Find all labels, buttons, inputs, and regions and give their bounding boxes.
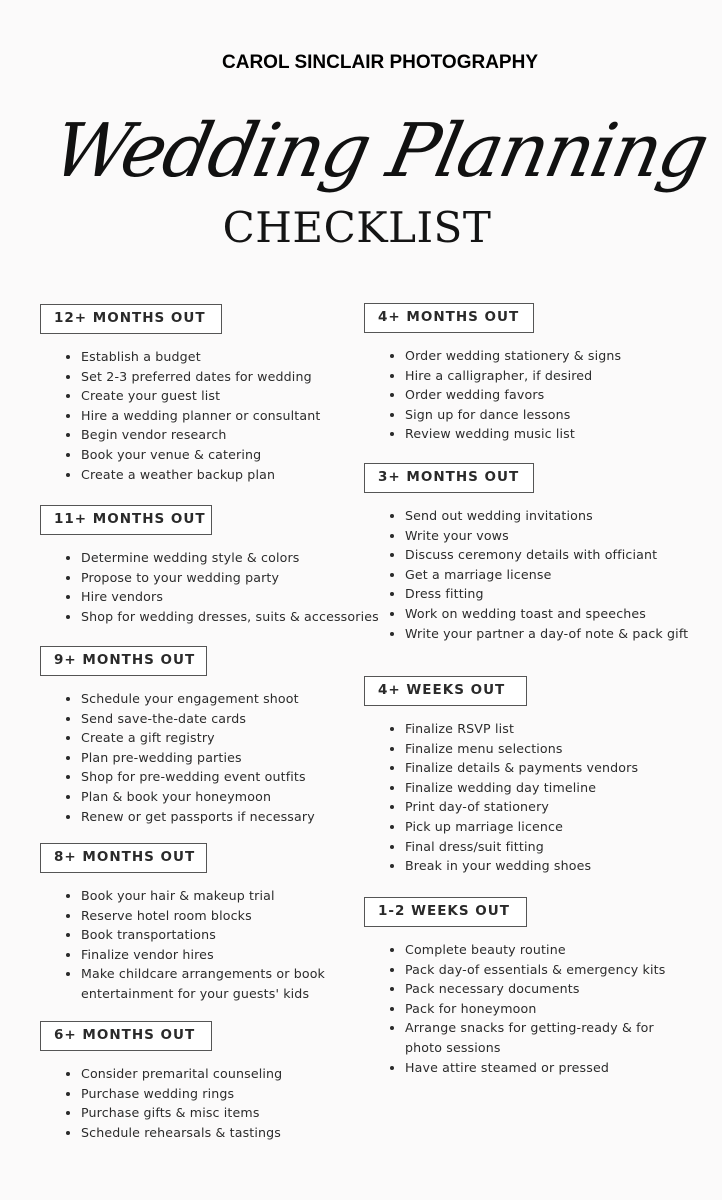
- section-list: [40, 689, 315, 826]
- section-list: [364, 940, 665, 1077]
- list-item: Consider premarital counseling: [64, 1064, 282, 1084]
- script-title-text: Wedding Planning: [45, 107, 715, 194]
- list-item: Begin vendor research: [64, 425, 320, 445]
- list-item: Create your guest list: [64, 386, 320, 406]
- list-item: Book your hair & makeup trial: [64, 886, 325, 906]
- list-item: Finalize details & payments vendors: [388, 758, 638, 778]
- list-item-continuation: [64, 984, 325, 1004]
- list-item: Make childcare arrangements or book: [64, 964, 325, 984]
- list-item: Determine wedding style & colors: [64, 548, 379, 568]
- list-item: Send save-the-date cards: [64, 709, 315, 729]
- list-item: Hire a calligrapher, if desired: [388, 366, 621, 386]
- section-list: [364, 719, 638, 876]
- list-item: Get a marriage license: [388, 565, 688, 585]
- list-item: Reserve hotel room blocks: [64, 906, 325, 926]
- section-6-months: [40, 1021, 282, 1142]
- section-list: [364, 506, 688, 643]
- list-item: Order wedding stationery & signs: [388, 346, 621, 366]
- section-9-months: [40, 646, 315, 826]
- section-4-weeks: [364, 676, 638, 876]
- list-item: Create a gift registry: [64, 728, 315, 748]
- list-item: Pick up marriage licence: [388, 817, 638, 837]
- list-item: Shop for pre-wedding event outfits: [64, 767, 315, 787]
- section-8-months: [40, 843, 325, 1004]
- list-item: Sign up for dance lessons: [388, 405, 621, 425]
- section-list: [40, 886, 325, 1004]
- list-item: Schedule your engagement shoot: [64, 689, 315, 709]
- list-item: Establish a budget: [64, 347, 320, 367]
- list-item: Book your venue & catering: [64, 445, 320, 465]
- list-item: Purchase wedding rings: [64, 1084, 282, 1104]
- list-item: Pack day-of essentials & emergency kits: [388, 960, 665, 980]
- checklist-title: CHECKLIST: [222, 203, 492, 252]
- list-item: Propose to your wedding party: [64, 568, 379, 588]
- list-item: Write your partner a day-of note & pack gift: [388, 624, 688, 644]
- section-11-months: [40, 505, 379, 626]
- section-heading: 3+ MONTHS OUT: [364, 463, 534, 493]
- section-12-months: [40, 304, 320, 484]
- section-heading: 12+ MONTHS OUT: [40, 304, 222, 334]
- section-heading: 9+ MONTHS OUT: [40, 646, 207, 676]
- list-item: Pack necessary documents: [388, 979, 665, 999]
- section-4-months: [364, 303, 621, 444]
- list-item: Finalize menu selections: [388, 739, 638, 759]
- brand-name: CAROL SINCLAIR PHOTOGRAPHY: [222, 52, 538, 73]
- section-list: [40, 1064, 282, 1142]
- continuation-text: photo sessions: [405, 1039, 501, 1055]
- list-item: Renew or get passports if necessary: [64, 807, 315, 827]
- section-list: [364, 346, 621, 444]
- list-item: Finalize RSVP list: [388, 719, 638, 739]
- list-item: Plan & book your honeymoon: [64, 787, 315, 807]
- section-list: [40, 347, 320, 484]
- section-1-2-weeks: [364, 897, 665, 1077]
- list-item: Complete beauty routine: [388, 940, 665, 960]
- list-item: Dress fitting: [388, 584, 688, 604]
- list-item: Schedule rehearsals & tastings: [64, 1123, 282, 1143]
- section-3-months: [364, 463, 688, 643]
- section-heading: 4+ MONTHS OUT: [364, 303, 534, 333]
- list-item: Break in your wedding shoes: [388, 856, 638, 876]
- list-item: Shop for wedding dresses, suits & accessories: [64, 607, 379, 627]
- list-item: Have attire steamed or pressed: [388, 1058, 665, 1078]
- list-item: Hire a wedding planner or consultant: [64, 406, 320, 426]
- script-title-art: [0, 98, 722, 208]
- list-item: Send out wedding invitations: [388, 506, 688, 526]
- section-heading: 1-2 WEEKS OUT: [364, 897, 527, 927]
- list-item: Final dress/suit fitting: [388, 837, 638, 857]
- list-item: Book transportations: [64, 925, 325, 945]
- list-item-continuation: [388, 1038, 665, 1058]
- continuation-text: entertainment for your guests' kids: [81, 985, 310, 1001]
- list-item: Plan pre-wedding parties: [64, 748, 315, 768]
- script-title: [0, 98, 722, 208]
- list-item: Arrange snacks for getting-ready & for: [388, 1018, 665, 1038]
- list-item: Review wedding music list: [388, 424, 621, 444]
- section-list: [40, 548, 379, 626]
- list-item: Order wedding favors: [388, 385, 621, 405]
- list-item: Set 2-3 preferred dates for wedding: [64, 367, 320, 387]
- list-item: Write your vows: [388, 526, 688, 546]
- list-item: Purchase gifts & misc items: [64, 1103, 282, 1123]
- list-item: Pack for honeymoon: [388, 999, 665, 1019]
- list-item: Hire vendors: [64, 587, 379, 607]
- section-heading: 6+ MONTHS OUT: [40, 1021, 212, 1051]
- section-heading: 4+ WEEKS OUT: [364, 676, 527, 706]
- list-item: Print day-of stationery: [388, 797, 638, 817]
- list-item: Work on wedding toast and speeches: [388, 604, 688, 624]
- section-heading: 11+ MONTHS OUT: [40, 505, 212, 535]
- section-heading: 8+ MONTHS OUT: [40, 843, 207, 873]
- list-item: Discuss ceremony details with officiant: [388, 545, 688, 565]
- list-item: Create a weather backup plan: [64, 465, 320, 485]
- list-item: Finalize vendor hires: [64, 945, 325, 965]
- list-item: Finalize wedding day timeline: [388, 778, 638, 798]
